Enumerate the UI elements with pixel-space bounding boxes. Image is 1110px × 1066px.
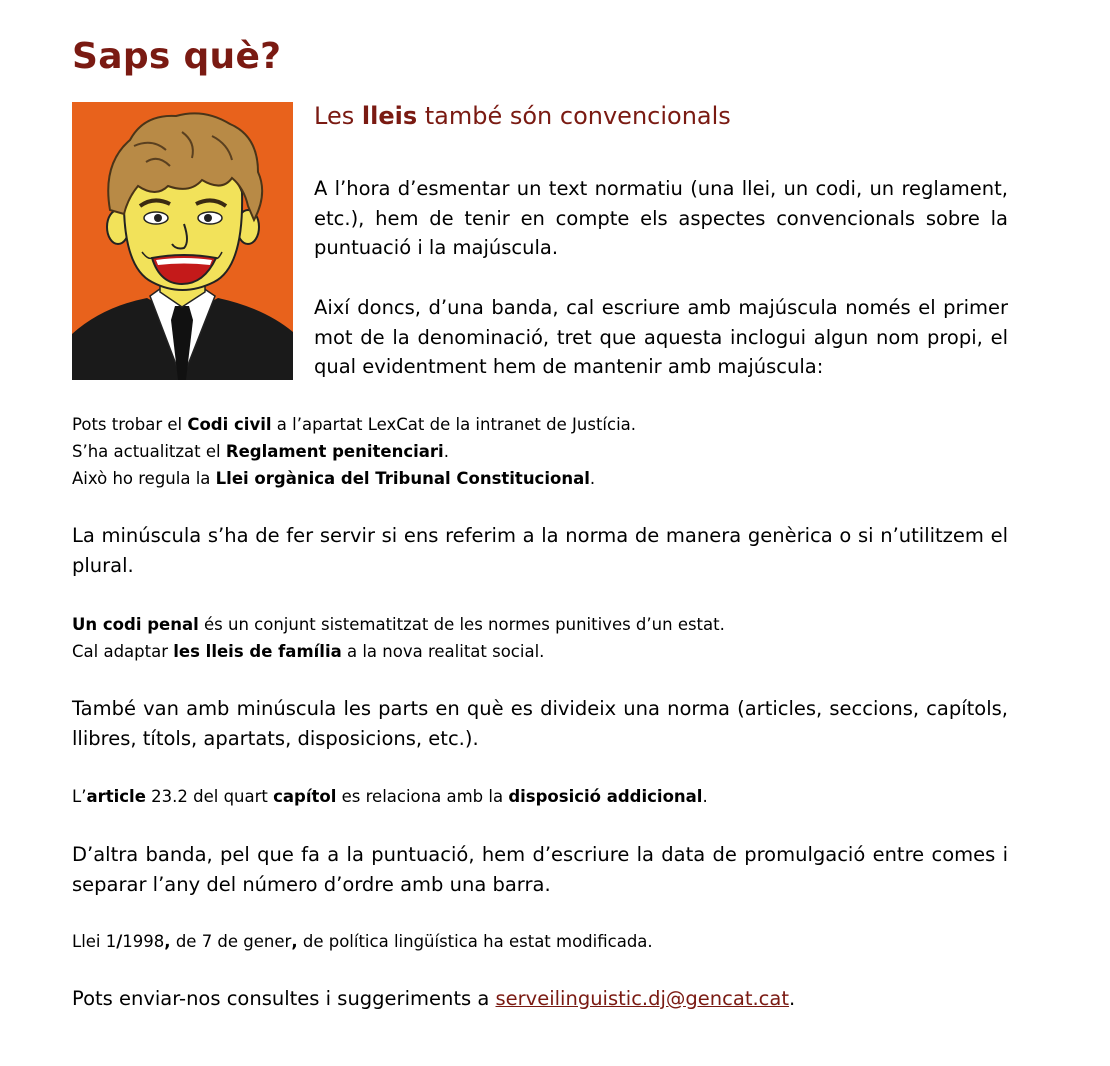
contact-line: Pots enviar-nos consultes i suggeriments a serveilinguistic.dj@gencat.cat.	[72, 987, 796, 1010]
parts-paragraph: També van amb minúscula les parts en què es divideix una norma (articles, seccions, capítols, llibres, títols, apartats, disposicions, etc.).	[72, 697, 1008, 750]
example-parts: L’article 23.2 del quart capítol es relaciona amb la disposició addicional.	[72, 787, 708, 806]
cartoon-face-illustration	[72, 102, 293, 380]
cartoon-portrait	[72, 102, 293, 380]
example-line: Un codi penal és un conjunt sistematitzat de les normes punitives d’un estat.	[72, 615, 725, 634]
punctuation-paragraph: D’altra banda, pel que fa a la puntuació, hem d’escriure la data de promulgació entre comes i separar l’any del número d’ordre amb una barra.	[72, 843, 1008, 896]
section-subtitle: Les lleis també són convencionals	[314, 102, 731, 130]
example-line: Pots trobar el Codi civil a l’apartat LexCat de la intranet de Justícia.	[72, 415, 637, 434]
lowercase-paragraph: La minúscula s’ha de fer servir si ens referim a la norma de manera genèrica o si n’utilitzem el plural.	[72, 524, 1008, 577]
example-line: S’ha actualitzat el Reglament penitenciari.	[72, 442, 449, 461]
example-line: Cal adaptar les lleis de família a la nova realitat social.	[72, 642, 545, 661]
capitalization-paragraph: Així doncs, d’una banda, cal escriure amb majúscula només el primer mot de la denominació, tret que aquesta inclogui algun nom propi, el qual evidentment hem de mantenir amb majúscula:	[314, 296, 1008, 378]
example-punctuation: Llei 1/1998, de 7 de gener, de política lingüística ha estat modificada.	[72, 932, 653, 951]
contact-email-link[interactable]: serveilinguistic.dj@gencat.cat	[495, 987, 789, 1010]
examples-lowercase	[72, 611, 725, 665]
examples-capitalization	[72, 411, 636, 492]
page-title: Saps què?	[72, 36, 282, 77]
example-line: Això ho regula la Llei orgànica del Tribunal Constitucional.	[72, 469, 596, 488]
intro-paragraph: A l’hora d’esmentar un text normatiu (una llei, un codi, un reglament, etc.), hem de tenir en compte els aspectes convencionals sobre la puntuació i la majúscula.	[314, 177, 1008, 259]
